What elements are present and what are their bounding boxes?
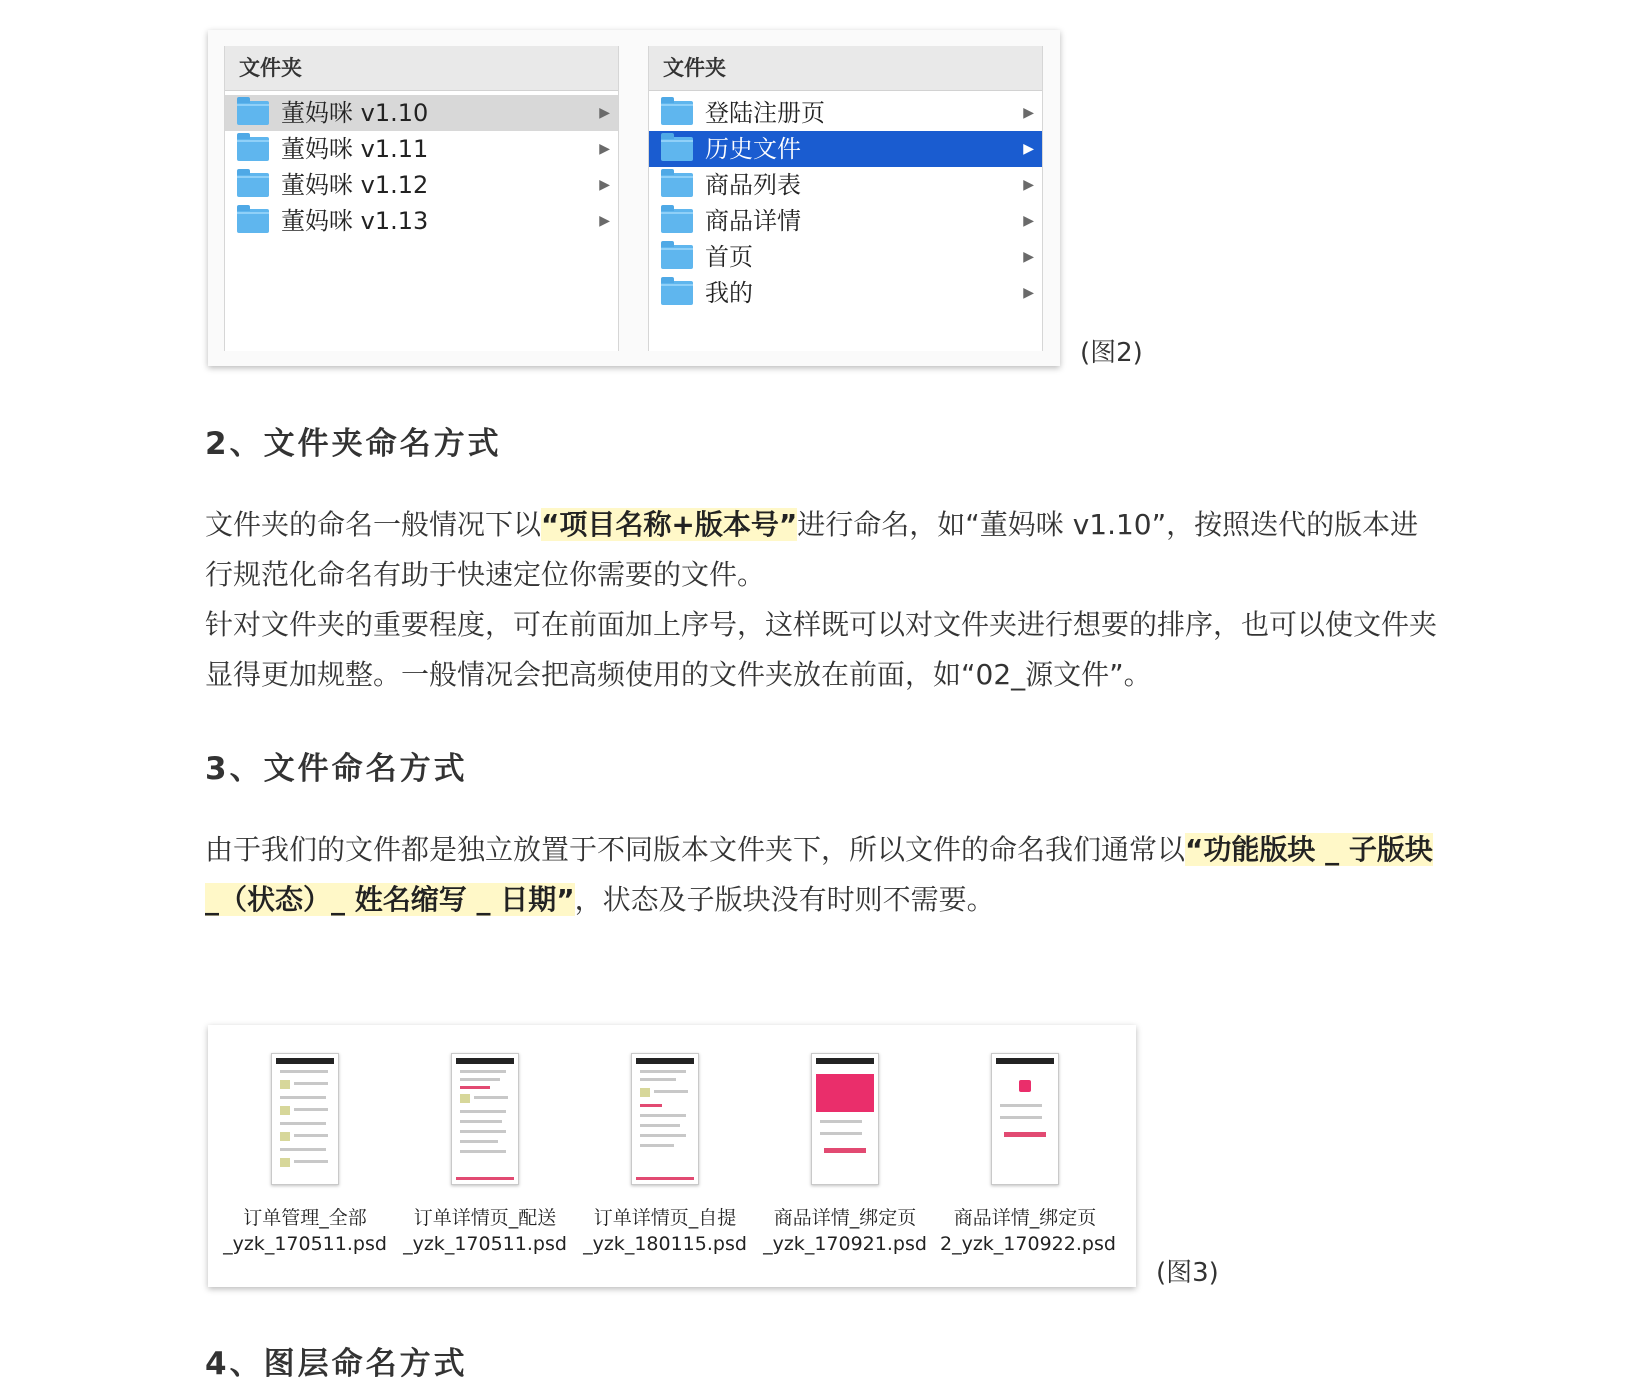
folder-icon xyxy=(237,137,269,161)
folder-label: 我的 xyxy=(705,279,753,307)
file-name-line: 商品详情_绑定页 xyxy=(953,1207,1097,1229)
file-name xyxy=(220,1205,390,1257)
folder-icon xyxy=(661,281,693,305)
folder-row[interactable] xyxy=(225,203,618,239)
folder-label: 董妈咪 v1.10 xyxy=(281,99,429,127)
file-name-line: 订单详情页_自提 xyxy=(593,1207,737,1229)
file-item[interactable] xyxy=(400,1053,570,1257)
column-header: 文件夹 xyxy=(225,46,618,91)
folder-label: 商品详情 xyxy=(705,207,801,235)
file-item[interactable] xyxy=(580,1053,750,1257)
file-name-line: 商品详情_绑定页 xyxy=(773,1207,917,1229)
paragraph-text: 文件夹的命名一般情况下以 xyxy=(205,508,542,541)
folder-label: 首页 xyxy=(705,243,753,271)
file-name xyxy=(400,1205,570,1257)
file-name-line: _yzk_170511.psd xyxy=(403,1233,567,1255)
paragraph xyxy=(205,825,1445,925)
folder-icon xyxy=(661,209,693,233)
file-name xyxy=(940,1205,1116,1257)
folder-row[interactable] xyxy=(649,131,1042,167)
file-name-line: 订单详情页_配送 xyxy=(413,1207,557,1229)
file-item[interactable] xyxy=(940,1053,1116,1257)
folder-row[interactable] xyxy=(225,131,618,167)
folder-label: 董妈咪 v1.12 xyxy=(281,171,429,199)
folder-row[interactable] xyxy=(649,239,1042,275)
folder-icon xyxy=(661,245,693,269)
file-thumbnails-screenshot xyxy=(208,1025,1136,1287)
expand-arrow-icon: ▶ xyxy=(1023,249,1034,265)
folder-row[interactable] xyxy=(225,95,618,131)
figure-caption: (图3) xyxy=(1156,1258,1219,1288)
file-name-line: 2_yzk_170922.psd xyxy=(940,1233,1116,1255)
paragraph-text: 由于我们的文件都是独立放置于不同版本文件夹下，所以文件的命名我们通常以 xyxy=(205,833,1186,866)
finder-column-right xyxy=(648,46,1043,351)
finder-column-left xyxy=(224,46,619,351)
paragraph xyxy=(205,500,1445,600)
folder-label: 董妈咪 v1.13 xyxy=(281,207,429,235)
paragraph-text: 进行命名，如“董妈咪 v1.10”，按照迭代的版本进行规范化命名有助于快速定位你需要的文件。 xyxy=(205,508,1419,591)
folder-row[interactable] xyxy=(649,95,1042,131)
section-heading: 4、图层命名方式 xyxy=(205,1346,468,1382)
expand-arrow-icon: ▶ xyxy=(599,177,610,193)
paragraph xyxy=(205,600,1445,700)
folder-row[interactable] xyxy=(649,275,1042,311)
section-heading: 3、文件命名方式 xyxy=(205,751,468,787)
file-name xyxy=(760,1205,930,1257)
psd-thumbnail xyxy=(271,1053,339,1185)
folder-icon xyxy=(237,173,269,197)
expand-arrow-icon: ▶ xyxy=(1023,105,1034,121)
expand-arrow-icon: ▶ xyxy=(1023,285,1034,301)
folder-row[interactable] xyxy=(649,203,1042,239)
folder-row[interactable] xyxy=(649,167,1042,203)
file-name-line: _yzk_170511.psd xyxy=(223,1233,387,1255)
column-header: 文件夹 xyxy=(649,46,1042,91)
folder-icon xyxy=(661,173,693,197)
section-heading: 2、文件夹命名方式 xyxy=(205,426,502,462)
expand-arrow-icon: ▶ xyxy=(599,213,610,229)
folder-label: 登陆注册页 xyxy=(705,99,825,127)
finder-screenshot xyxy=(208,30,1060,366)
highlight-text: “项目名称+版本号” xyxy=(541,508,798,541)
psd-thumbnail xyxy=(991,1053,1059,1185)
folder-icon xyxy=(237,101,269,125)
paragraph-text: 针对文件夹的重要程度，可在前面加上序号，这样既可以对文件夹进行想要的排序，也可以使文件夹显得更加规整。一般情况会把高频使用的文件夹放在前面，如“02_源文件”。 xyxy=(205,608,1438,691)
folder-label: 董妈咪 v1.11 xyxy=(281,135,429,163)
folder-label: 历史文件 xyxy=(705,135,801,163)
expand-arrow-icon: ▶ xyxy=(1023,177,1034,193)
folder-icon xyxy=(237,209,269,233)
psd-thumbnail xyxy=(811,1053,879,1185)
file-item[interactable] xyxy=(760,1053,930,1257)
file-name-line: _yzk_170921.psd xyxy=(763,1233,927,1255)
file-name-line: 订单管理_全部 xyxy=(243,1207,367,1229)
folder-icon xyxy=(661,101,693,125)
figure-caption: (图2) xyxy=(1080,338,1143,368)
paragraph-text: ，状态及子版块没有时则不需要。 xyxy=(574,883,995,916)
psd-thumbnail xyxy=(631,1053,699,1185)
file-name-line: _yzk_180115.psd xyxy=(583,1233,747,1255)
highlight-text: “功能版块 _ 子版块 _（状态）_ 姓名缩写 _ 日期” xyxy=(205,833,1433,916)
expand-arrow-icon: ▶ xyxy=(1023,141,1034,157)
file-name xyxy=(580,1205,750,1257)
expand-arrow-icon: ▶ xyxy=(599,105,610,121)
folder-label: 商品列表 xyxy=(705,171,801,199)
expand-arrow-icon: ▶ xyxy=(599,141,610,157)
psd-thumbnail xyxy=(451,1053,519,1185)
expand-arrow-icon: ▶ xyxy=(1023,213,1034,229)
folder-row[interactable] xyxy=(225,167,618,203)
folder-icon xyxy=(661,137,693,161)
file-item[interactable] xyxy=(220,1053,390,1257)
